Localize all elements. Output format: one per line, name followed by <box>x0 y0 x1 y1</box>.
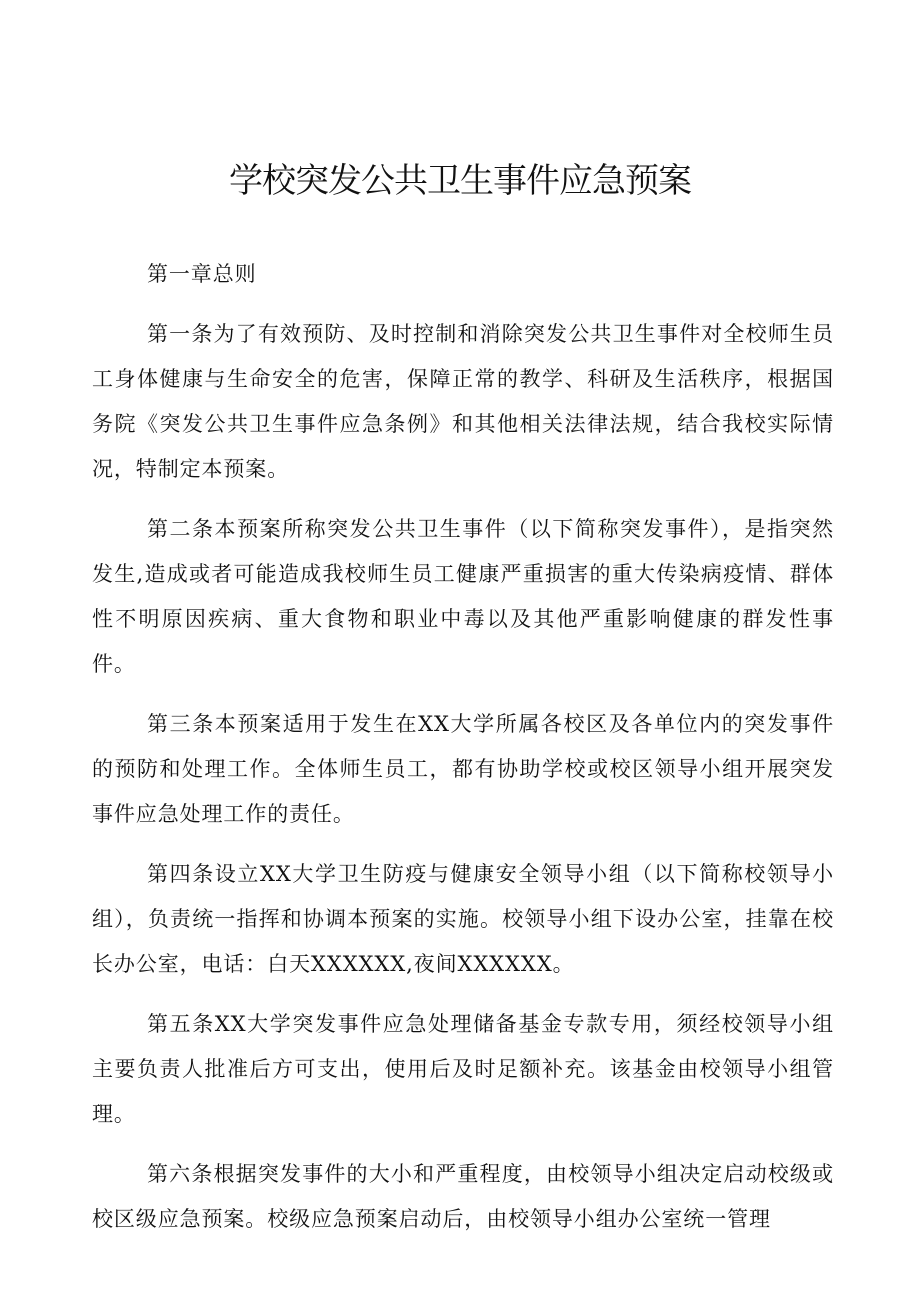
chapter-heading: 第一章总则 <box>147 262 257 286</box>
article-2: 第二条本预案所称突发公共卫生事件（以下简称突发事件），是指突然发生,造成或者可能造成我校师生员工健康严重损害的重大传染病疫情、群体性不明原因疾病、重大食物和职业中毒以及其他严重影响健康的群发性事件。 <box>92 517 834 676</box>
article-3: 第三条本预案适用于发生在XX大学所属各校区及各单位内的突发事件的预防和处理工作。全体师生员工，都有协助学校或校区领导小组开展突发事件应急处理工作的责任。 <box>92 712 834 826</box>
article-1: 第一条为了有效预防、及时控制和消除突发公共卫生事件对全校师生员工身体健康与生命安全的危害，保障正常的教学、科研及生活秩序，根据国务院《突发公共卫生事件应急条例》和其他相关法律法规，结合我校实际情况，特制定本预案。 <box>92 322 834 481</box>
document-title: 学校突发公共卫生事件应急预案 <box>229 161 691 201</box>
document-body <box>92 252 834 1257</box>
article-5: 第五条XX大学突发事件应急处理储备基金专款专用，须经校领导小组主要负责人批准后方可支出，使用后及时足额补充。该基金由校领导小组管理。 <box>92 1012 834 1126</box>
article-4: 第四条设立XX大学卫生防疫与健康安全领导小组（以下简称校领导小组），负责统一指挥和协调本预案的实施。校领导小组下设办公室，挂靠在校长办公室，电话：白天XXXXXX,夜间XXXXXX。 <box>92 862 834 976</box>
article-6: 第六条根据突发事件的大小和严重程度，由校领导小组决定启动校级或校区级应急预案。校级应急预案启动后，由校领导小组办公室统一管理 <box>92 1162 834 1231</box>
